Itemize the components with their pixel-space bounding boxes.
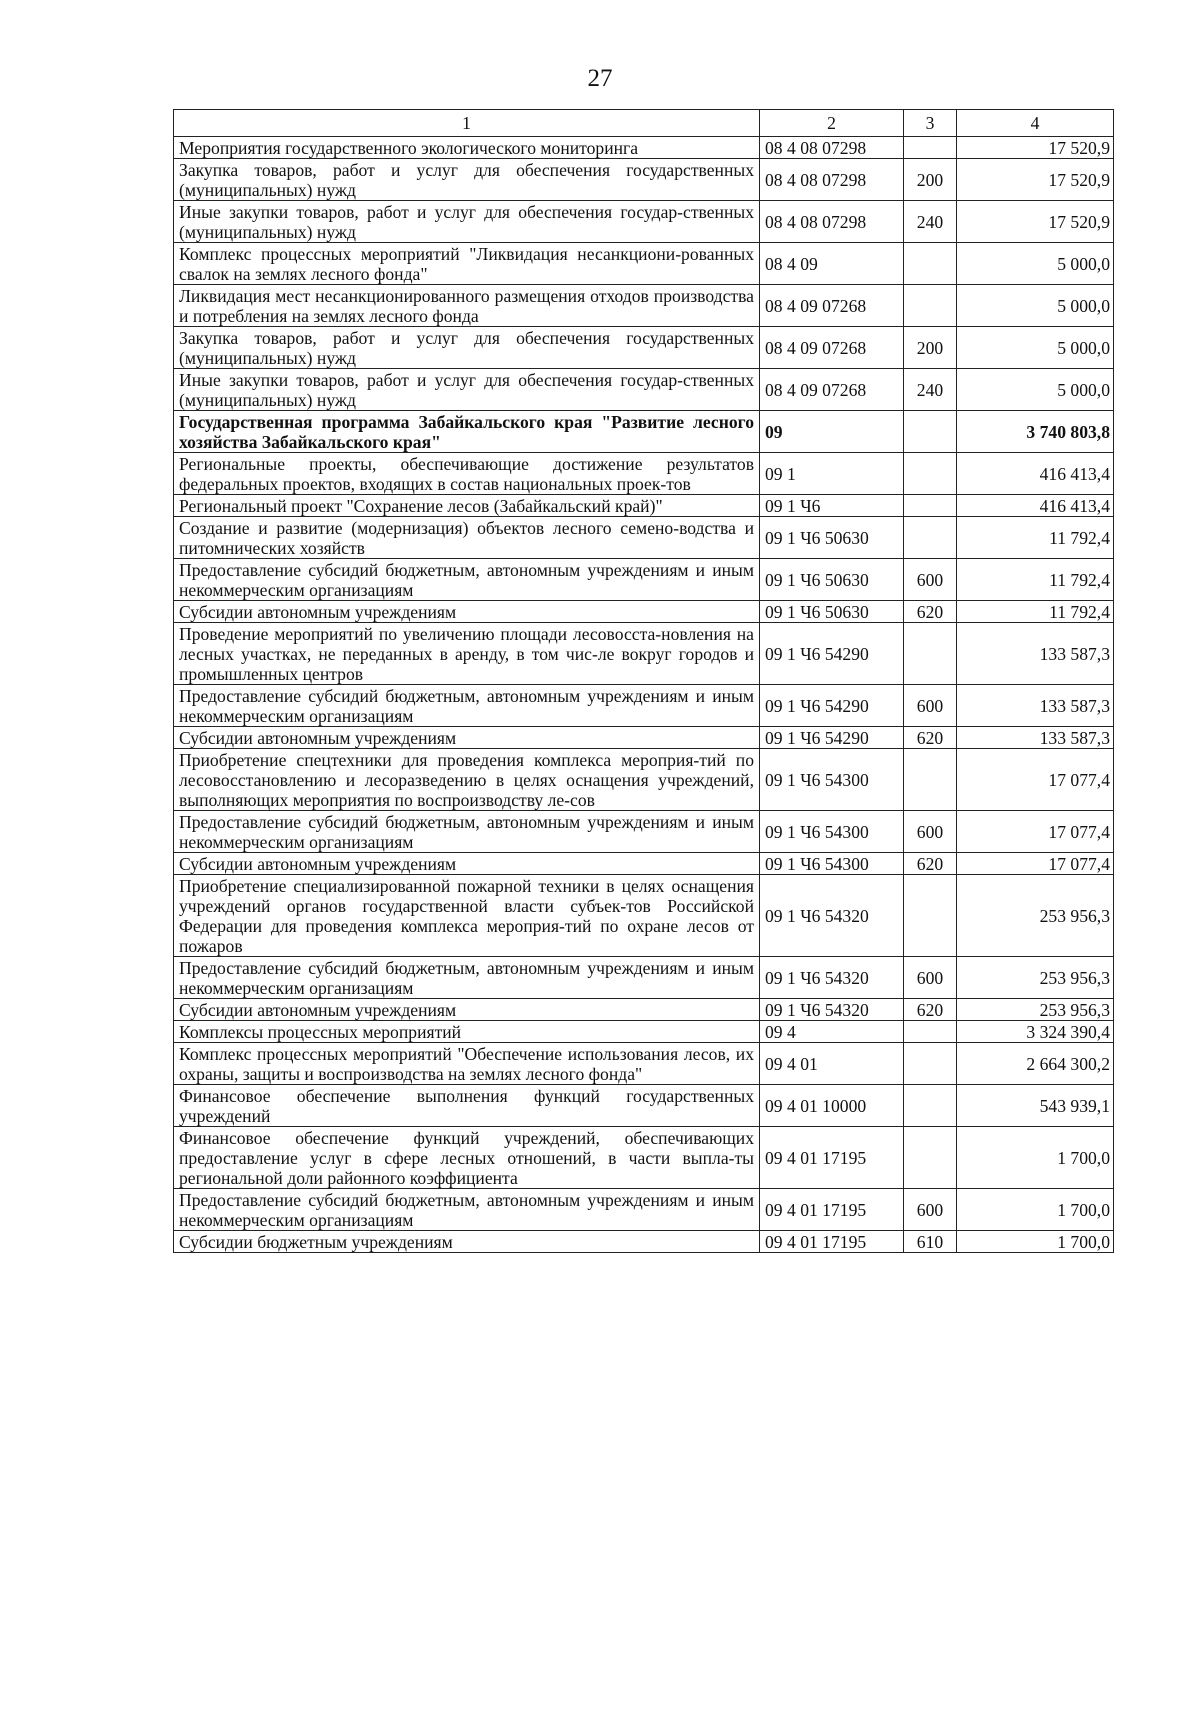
row-code-cell: 09 1 Ч6 50630 [760, 601, 904, 623]
row-sum-cell: 1 700,0 [957, 1189, 1114, 1231]
row-name-cell: Предоставление субсидий бюджетным, автономным учреждениям и иным некоммерческим организациям [174, 559, 760, 601]
row-code-cell: 09 1 Ч6 54320 [760, 875, 904, 957]
row-name-cell: Государственная программа Забайкальского края "Развитие лесного хозяйства Забайкальского края" [174, 411, 760, 453]
row-code-cell: 09 1 Ч6 50630 [760, 559, 904, 601]
row-sum-cell: 5 000,0 [957, 369, 1114, 411]
table-row [174, 159, 1114, 201]
table-row [174, 685, 1114, 727]
row-type-cell: 620 [904, 853, 957, 875]
row-sum-cell: 253 956,3 [957, 875, 1114, 957]
row-sum-cell: 253 956,3 [957, 999, 1114, 1021]
row-type-cell [904, 1021, 957, 1043]
row-name-cell: Приобретение спецтехники для проведения комплекса мероприя-тий по лесовосстановлению и лесоразведению в целях оснащения учреждений, выполняющих мероприятия по воспроизводству ле-сов [174, 749, 760, 811]
row-sum-cell: 3 740 803,8 [957, 411, 1114, 453]
row-type-cell [904, 1127, 957, 1189]
column-header-code: 2 [760, 110, 904, 137]
table-row [174, 749, 1114, 811]
header-row [174, 110, 1114, 137]
row-type-cell [904, 1043, 957, 1085]
table-row [174, 453, 1114, 495]
row-code-cell: 09 4 01 [760, 1043, 904, 1085]
column-header-name: 1 [174, 110, 760, 137]
table-row [174, 875, 1114, 957]
row-type-cell: 240 [904, 201, 957, 243]
row-name-cell: Предоставление субсидий бюджетным, автономным учреждениям и иным некоммерческим организациям [174, 1189, 760, 1231]
table-row [174, 243, 1114, 285]
row-name-cell: Субсидии автономным учреждениям [174, 853, 760, 875]
row-type-cell: 240 [904, 369, 957, 411]
table-row [174, 1085, 1114, 1127]
row-code-cell: 09 1 [760, 453, 904, 495]
row-type-cell [904, 137, 957, 159]
row-name-cell: Ликвидация мест несанкционированного размещения отходов производства и потребления на землях лесного фонда [174, 285, 760, 327]
row-sum-cell: 17 077,4 [957, 811, 1114, 853]
row-name-cell: Финансовое обеспечение функций учреждений, обеспечивающих предоставление услуг в сфере лесных отношений, в части выпла-ты региональной доли районного коэффициента [174, 1127, 760, 1189]
column-header-sum: 4 [957, 110, 1114, 137]
row-type-cell: 600 [904, 811, 957, 853]
table-body [174, 137, 1114, 1253]
row-type-cell [904, 495, 957, 517]
row-name-cell: Иные закупки товаров, работ и услуг для обеспечения государ-ственных (муниципальных) нужд [174, 369, 760, 411]
row-sum-cell: 17 077,4 [957, 853, 1114, 875]
row-sum-cell: 133 587,3 [957, 623, 1114, 685]
row-name-cell: Комплекс процессных мероприятий "Обеспечение использования лесов, их охраны, защиты и воспроизводства на землях лесного фонда" [174, 1043, 760, 1085]
row-name-cell: Субсидии автономным учреждениям [174, 999, 760, 1021]
table-row [174, 601, 1114, 623]
row-code-cell: 09 1 Ч6 54300 [760, 749, 904, 811]
table-row [174, 623, 1114, 685]
row-name-cell: Региональный проект "Сохранение лесов (Забайкальский край)" [174, 495, 760, 517]
row-name-cell: Комплексы процессных мероприятий [174, 1021, 760, 1043]
table-row [174, 495, 1114, 517]
row-type-cell: 610 [904, 1231, 957, 1253]
row-code-cell: 08 4 09 07268 [760, 285, 904, 327]
row-name-cell: Комплекс процессных мероприятий "Ликвидация несанкциони-рованных свалок на землях лесного фонда" [174, 243, 760, 285]
row-sum-cell: 17 520,9 [957, 159, 1114, 201]
row-sum-cell: 543 939,1 [957, 1085, 1114, 1127]
row-name-cell: Закупка товаров, работ и услуг для обеспечения государственных (муниципальных) нужд [174, 159, 760, 201]
row-code-cell: 08 4 08 07298 [760, 137, 904, 159]
table-row [174, 559, 1114, 601]
row-sum-cell: 133 587,3 [957, 685, 1114, 727]
row-code-cell: 09 1 Ч6 54290 [760, 623, 904, 685]
row-name-cell: Субсидии бюджетным учреждениям [174, 1231, 760, 1253]
row-sum-cell: 416 413,4 [957, 453, 1114, 495]
row-type-cell: 200 [904, 159, 957, 201]
row-name-cell: Приобретение специализированной пожарной техники в целях оснащения учреждений органов государственной власти субъек-тов Российской Федерации для проведения комплекса мероприя-тий по охране лесов от пожаров [174, 875, 760, 957]
row-type-cell [904, 749, 957, 811]
row-code-cell: 08 4 09 07268 [760, 369, 904, 411]
table-row [174, 1189, 1114, 1231]
row-name-cell: Проведение мероприятий по увеличению площади лесовосста-новления на лесных участках, не переданных в аренду, в том чис-ле вокруг городов и промышленных центров [174, 623, 760, 685]
row-name-cell: Региональные проекты, обеспечивающие достижение результатов федеральных проектов, входящих в состав национальных проек-тов [174, 453, 760, 495]
row-code-cell: 09 1 Ч6 [760, 495, 904, 517]
row-type-cell [904, 517, 957, 559]
row-code-cell: 09 1 Ч6 54290 [760, 727, 904, 749]
column-header-type: 3 [904, 110, 957, 137]
row-name-cell: Субсидии автономным учреждениям [174, 601, 760, 623]
row-name-cell: Предоставление субсидий бюджетным, автономным учреждениям и иным некоммерческим организациям [174, 685, 760, 727]
table-row [174, 853, 1114, 875]
row-code-cell: 08 4 08 07298 [760, 159, 904, 201]
row-code-cell: 09 [760, 411, 904, 453]
row-sum-cell: 2 664 300,2 [957, 1043, 1114, 1085]
row-code-cell: 09 4 01 17195 [760, 1189, 904, 1231]
row-name-cell: Субсидии автономным учреждениям [174, 727, 760, 749]
table-row [174, 1021, 1114, 1043]
table-row [174, 727, 1114, 749]
row-code-cell: 08 4 09 07268 [760, 327, 904, 369]
row-type-cell: 200 [904, 327, 957, 369]
table-row [174, 411, 1114, 453]
row-type-cell [904, 875, 957, 957]
row-type-cell [904, 453, 957, 495]
page-number: 27 [587, 65, 613, 92]
table-row [174, 999, 1114, 1021]
row-sum-cell: 11 792,4 [957, 559, 1114, 601]
row-code-cell: 09 4 01 17195 [760, 1231, 904, 1253]
table-row [174, 957, 1114, 999]
table-row [174, 137, 1114, 159]
row-type-cell: 600 [904, 685, 957, 727]
table-row [174, 1127, 1114, 1189]
row-sum-cell: 11 792,4 [957, 517, 1114, 559]
table-row [174, 201, 1114, 243]
row-code-cell: 09 1 Ч6 50630 [760, 517, 904, 559]
row-code-cell: 09 1 Ч6 54300 [760, 811, 904, 853]
row-sum-cell: 17 077,4 [957, 749, 1114, 811]
row-name-cell: Мероприятия государственного экологического мониторинга [174, 137, 760, 159]
row-code-cell: 08 4 09 [760, 243, 904, 285]
row-sum-cell: 5 000,0 [957, 243, 1114, 285]
row-code-cell: 08 4 08 07298 [760, 201, 904, 243]
row-type-cell [904, 285, 957, 327]
row-sum-cell: 133 587,3 [957, 727, 1114, 749]
row-code-cell: 09 1 Ч6 54300 [760, 853, 904, 875]
row-sum-cell: 5 000,0 [957, 327, 1114, 369]
row-name-cell: Предоставление субсидий бюджетным, автономным учреждениям и иным некоммерческим организациям [174, 957, 760, 999]
row-sum-cell: 253 956,3 [957, 957, 1114, 999]
row-sum-cell: 416 413,4 [957, 495, 1114, 517]
row-name-cell: Предоставление субсидий бюджетным, автономным учреждениям и иным некоммерческим организациям [174, 811, 760, 853]
table-row [174, 285, 1114, 327]
row-code-cell: 09 1 Ч6 54320 [760, 957, 904, 999]
row-code-cell: 09 4 01 10000 [760, 1085, 904, 1127]
row-code-cell: 09 1 Ч6 54290 [760, 685, 904, 727]
row-type-cell: 620 [904, 999, 957, 1021]
row-code-cell: 09 4 01 17195 [760, 1127, 904, 1189]
table-row [174, 517, 1114, 559]
row-name-cell: Финансовое обеспечение выполнения функций государственных учреждений [174, 1085, 760, 1127]
budget-table [173, 109, 1114, 1253]
row-type-cell: 600 [904, 1189, 957, 1231]
table-row [174, 1231, 1114, 1253]
row-sum-cell: 1 700,0 [957, 1231, 1114, 1253]
table-row [174, 327, 1114, 369]
row-type-cell [904, 623, 957, 685]
row-type-cell: 600 [904, 559, 957, 601]
row-name-cell: Закупка товаров, работ и услуг для обеспечения государственных (муниципальных) нужд [174, 327, 760, 369]
row-sum-cell: 11 792,4 [957, 601, 1114, 623]
row-type-cell [904, 243, 957, 285]
row-type-cell [904, 411, 957, 453]
row-sum-cell: 17 520,9 [957, 137, 1114, 159]
table-row [174, 811, 1114, 853]
row-code-cell: 09 1 Ч6 54320 [760, 999, 904, 1021]
row-code-cell: 09 4 [760, 1021, 904, 1043]
row-sum-cell: 17 520,9 [957, 201, 1114, 243]
table-row [174, 1043, 1114, 1085]
row-type-cell: 620 [904, 601, 957, 623]
table-row [174, 369, 1114, 411]
row-sum-cell: 3 324 390,4 [957, 1021, 1114, 1043]
row-sum-cell: 1 700,0 [957, 1127, 1114, 1189]
row-name-cell: Создание и развитие (модернизация) объектов лесного семено-водства и питомнических хозяйств [174, 517, 760, 559]
row-type-cell [904, 1085, 957, 1127]
row-sum-cell: 5 000,0 [957, 285, 1114, 327]
row-type-cell: 620 [904, 727, 957, 749]
row-type-cell: 600 [904, 957, 957, 999]
row-name-cell: Иные закупки товаров, работ и услуг для обеспечения государ-ственных (муниципальных) нужд [174, 201, 760, 243]
